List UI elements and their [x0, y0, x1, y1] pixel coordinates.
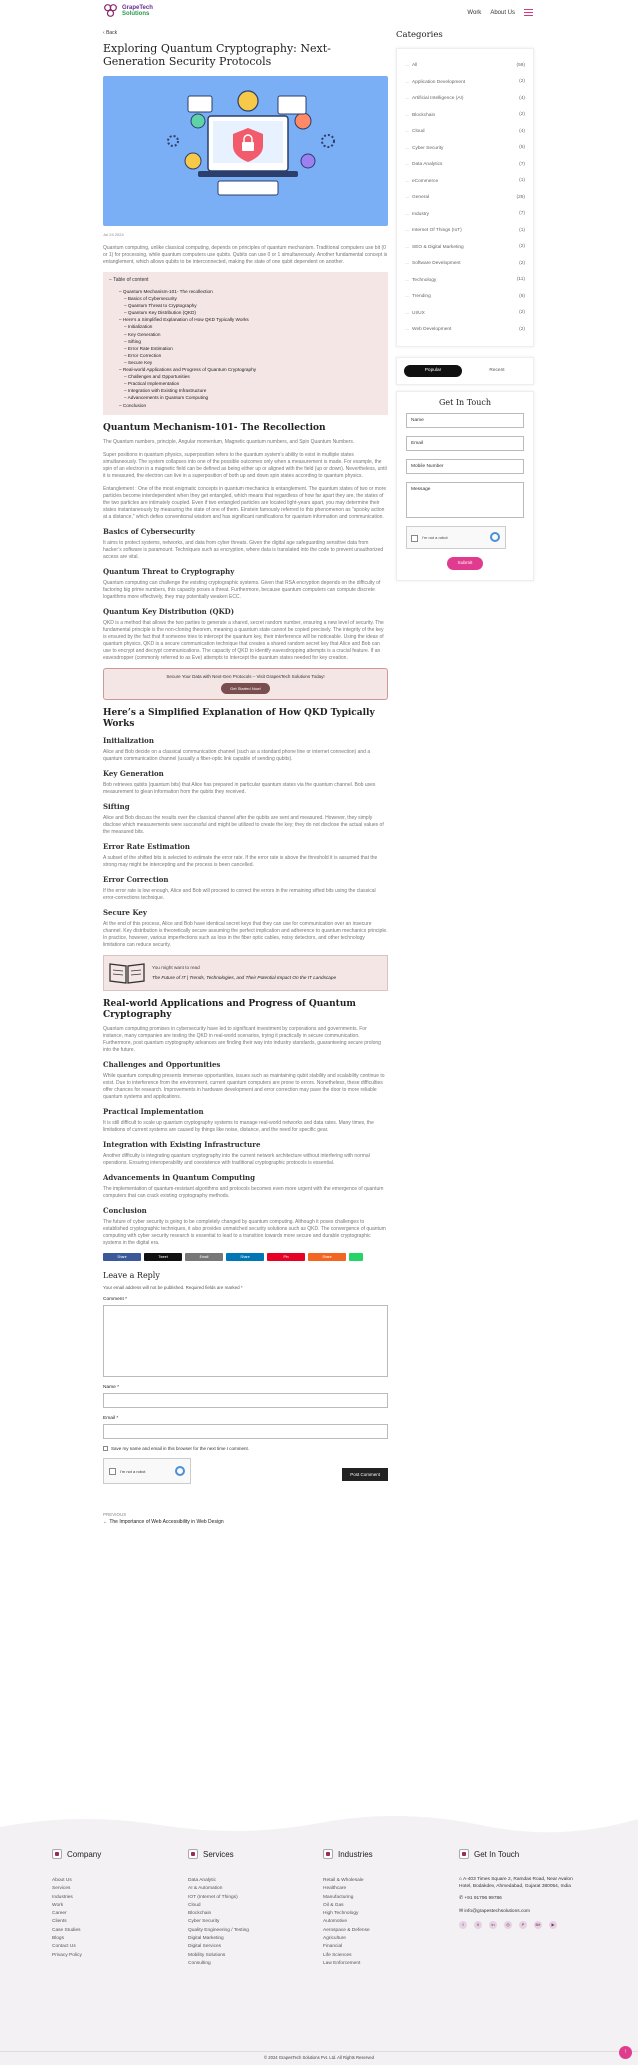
- email-input[interactable]: [103, 1424, 388, 1439]
- get-started-button[interactable]: Get Started Now!: [221, 683, 270, 694]
- subsection-heading: Error Rate Estimation: [103, 841, 190, 851]
- section-heading: Here’s a Simplified Explanation of How QKD Typically Works: [103, 707, 375, 729]
- footer-link[interactable]: Services: [52, 1886, 71, 1892]
- footer-company: [52, 1849, 101, 1960]
- subsection-heading: Advancements in Quantum Computing: [103, 1172, 255, 1182]
- footer-company-title: Company: [67, 1849, 102, 1859]
- services-icon: [188, 1849, 198, 1859]
- submit-button[interactable]: Submit: [447, 557, 483, 570]
- brand-line2: Solutions: [122, 10, 150, 17]
- previous-post-link[interactable]: ← The Importance of Web Accessibility in Web Design: [103, 1518, 224, 1525]
- category-item[interactable]: — UI/UX (2): [405, 305, 525, 322]
- related-post-card[interactable]: [103, 955, 388, 991]
- scroll-to-top-button[interactable]: ↑: [619, 2046, 632, 2059]
- subsection-heading: Basics of Cybersecurity: [103, 526, 195, 536]
- save-info-checkbox[interactable]: Save my name and email in this browser for the next time I comment.: [103, 1446, 388, 1451]
- recaptcha-icon: [175, 1466, 185, 1476]
- toc-item[interactable]: – Integration with Existing Infrastructure: [124, 388, 207, 394]
- site-footer: [0, 1835, 638, 2065]
- industries-icon: [323, 1849, 333, 1859]
- footer-link[interactable]: Industries: [52, 1894, 73, 1900]
- footer-wave: [0, 1807, 638, 1837]
- paragraph: It aims to protect systems, networks, and data from cyber threats. Given the digital age safeguarding sensitive data from hacker’s software is paramount. Techniques such as encryption, where data is translated into the code to prevent unauthorized access are vital.: [103, 539, 384, 560]
- back-link[interactable]: ‹ Back: [103, 30, 118, 36]
- categories-list: [396, 48, 534, 347]
- generic-share-button[interactable]: Share: [308, 1253, 346, 1261]
- facebook-icon[interactable]: f: [459, 1921, 467, 1929]
- name-input[interactable]: [103, 1393, 388, 1408]
- footer-contact-title: Get In Touch: [474, 1849, 520, 1859]
- category-item[interactable]: — Artificial Intelligence (AI) (4): [405, 90, 525, 107]
- paragraph: While quantum computing presents immense opportunities, issues such as maintaining qubit stability and scalability continue to exist. Due to interference from the environment, current quantum computers are prone to errors. Nonetheless, these difficulties offer chances for research. Improvements in hardware development and error correction may pave the door to more reliable quantum systems and applications.: [103, 1072, 385, 1100]
- paragraph: Another difficulty is integrating quantum cryptography into the current network architecture without interfering with normal operations. Ensuring interoperability and coexistence with traditional cryptographic protocols is essential.: [103, 1152, 370, 1166]
- toc-item[interactable]: – Error Rate Estimation: [124, 345, 173, 351]
- category-item[interactable]: — Internet Of Things (IoT) (1): [405, 222, 525, 239]
- toc-item[interactable]: – Secure Key: [124, 359, 153, 365]
- footer-link[interactable]: Aerospace & Defense: [323, 1927, 370, 1933]
- site-logo[interactable]: [103, 3, 153, 18]
- footer-services-title: Services: [203, 1849, 234, 1859]
- recaptcha-widget[interactable]: I'm not a robot: [406, 526, 506, 549]
- tab-recent[interactable]: Recent: [489, 367, 505, 373]
- footer-link[interactable]: Consulting: [188, 1960, 211, 1966]
- nav-work[interactable]: Work: [467, 9, 482, 16]
- pinterest-share-button[interactable]: Pin: [267, 1253, 305, 1261]
- paragraph: The implementation of quantum-resistant algorithms and protocols becomes even more urgent with the emergence of quantum computers that can crack existing cryptography methods.: [103, 1185, 384, 1199]
- footer-link[interactable]: Contact Us: [52, 1944, 76, 1950]
- subsection-heading: Challenges and Opportunities: [103, 1059, 221, 1069]
- social-links: [459, 1921, 584, 1929]
- paragraph: Quantum computing promises in cybersecurity have led to significant investment by corporations and governments. For instance, many companies are testing the QKD in real-world scenarios, trying it practically in secure communication. Furthermore, post quantum cryptography advances are finding their way into industry standards, guaranteeing secure prolong into the future.: [103, 1025, 381, 1053]
- toc-item[interactable]: – Here’s a Simplified Explanation of How QKD Typically Works: [119, 317, 249, 323]
- paragraph: Entanglement : One of the most enigmatic concepts in quantum mechanics is entanglement. The quantum states of two or more particles become interdependent when they get entangled, which means that regardless of how far apart they are, the states of the two particles are intimately coupled. Even if two entangled particles are located light-years apart, you may determine their states instantaneously by measuring the state of one of them. Einstein famously referred to this phenomenon as "spooky action at a distance," which defies conventional wisdom and has significant ramifications for quantum information and communication.: [103, 485, 387, 520]
- x-twitter-icon[interactable]: X: [474, 1921, 482, 1929]
- main-nav: [467, 9, 533, 16]
- cta-text: Secure Your Data with Next-Gen Protocols – Visit GrapesTech Solutions Today!: [166, 673, 325, 679]
- phone-icon: ✆: [459, 1896, 465, 1901]
- toc-item[interactable]: – Basics of Cybersecurity: [124, 296, 177, 302]
- toc-item[interactable]: – Key Generation: [124, 331, 161, 337]
- footer-link[interactable]: Law Enforcement: [323, 1960, 361, 1966]
- toc-item[interactable]: – Practical Implementation: [124, 381, 180, 387]
- category-item[interactable]: — Software Development (2): [405, 255, 525, 272]
- toc-item[interactable]: – Challenges and Opportunities: [124, 374, 190, 380]
- minus-icon: −: [109, 277, 112, 283]
- youtube-icon[interactable]: ▶: [549, 1921, 557, 1929]
- previous-label: PREVIOUS: [103, 1511, 127, 1517]
- share-bar: [103, 1253, 388, 1261]
- category-item[interactable]: — Web Development (2): [405, 321, 525, 338]
- section-heading: Quantum Mechanism-101- The Recollection: [103, 422, 326, 433]
- footer-link[interactable]: Cloud: [188, 1902, 201, 1908]
- footer-link[interactable]: Manufacturing: [323, 1894, 354, 1900]
- footer-link[interactable]: Life Sciences: [323, 1952, 352, 1958]
- subsection-heading: Integration with Existing Infrastructure: [103, 1139, 261, 1149]
- instagram-icon[interactable]: ◎: [504, 1921, 512, 1929]
- message-field[interactable]: Message: [406, 482, 524, 518]
- footer-link[interactable]: Digital Services: [188, 1944, 222, 1950]
- comment-label: Comment *: [103, 1296, 127, 1302]
- contact-widget: [396, 391, 534, 581]
- toc-item[interactable]: – Quantum Mechanism-101- The recollection: [119, 289, 213, 294]
- toc-item[interactable]: – Conclusion: [119, 402, 147, 408]
- section-heading: Real-world Applications and Progress of Quantum Cryptography: [103, 998, 356, 1020]
- mail-icon: ✉: [459, 1908, 465, 1914]
- toc-list: [109, 288, 382, 409]
- subsection-heading: Initialization: [103, 735, 154, 745]
- footer-contact: [459, 1849, 584, 1929]
- footer-link[interactable]: Retail & Wholesale: [323, 1878, 364, 1883]
- footer-link[interactable]: Work: [52, 1902, 64, 1908]
- footer-link[interactable]: Mobility Solutions: [188, 1952, 226, 1958]
- sidebar: [396, 30, 534, 581]
- footer-link[interactable]: Privacy Policy: [52, 1952, 82, 1958]
- paragraph: Super positions in quantum physics, superposition refers to the quantum system’s ability to exist in multiple states simultaneously. The system collapses into one of the possible outcomes only when a measurement is made. For example, the spin of an electron in a magnetic field can be defined as being either up or aligned with the field (up or down). Nevertheless, until it is measured, the electron can live in a superposition of both up and down spin states according to quantum physics.: [103, 451, 387, 479]
- footer-address: ⌂ A-403 Times Square 2, Ramdas Road, Near Avalon Hotel, Bodakdev, Ahmedabad, Gujarat 380054, India: [459, 1877, 573, 1889]
- footer-link[interactable]: Case Studies: [52, 1927, 81, 1933]
- subsection-heading: Error Correction: [103, 874, 169, 884]
- email-field[interactable]: Email: [406, 436, 524, 451]
- subsection-heading: Secure Key: [103, 907, 147, 917]
- toc-toggle[interactable]: − Table of content: [109, 277, 149, 283]
- contact-icon: [459, 1849, 469, 1859]
- footer-services: [188, 1849, 249, 1968]
- category-item[interactable]: — Cyber Security (5): [405, 140, 525, 157]
- category-item[interactable]: — General (25): [405, 189, 525, 206]
- categories-title: Categories: [396, 30, 443, 40]
- toc-item[interactable]: – Quantum Key Distribution (QKD): [124, 310, 196, 316]
- related-link[interactable]: The Future of IT | Trends, Technologies, and Their Potential Impact On the IT Landscape: [152, 975, 337, 981]
- paragraph: Alice and Bob decide on a classical communication channel (such as a standard phone line or internet connection) and a quantum communication channel (usually a fiber-optic link capable of sending qubits).: [103, 748, 371, 762]
- footer-link[interactable]: Agriculture: [323, 1936, 346, 1942]
- open-book-icon: [108, 961, 146, 985]
- paragraph: A subset of the shifted bits is selected to estimate the error rate. If the error rate is above the threshold it is assumed that the strong may might be intercepting and the process is been cancelled.: [103, 854, 378, 868]
- email-share-button[interactable]: Email: [185, 1253, 223, 1261]
- category-item[interactable]: — Application Development (2): [405, 74, 525, 91]
- footer-email[interactable]: ✉ info@grapestechsolutions.com: [459, 1908, 531, 1914]
- paragraph: QKD is a method that allows the two parties to generate a shared, secret random number, ensuring a new level of security. The fundamental principle is the non-cloning theorem, meaning a quantum state cannot be copied precisely. The integrity of the key is ensured by the fact that if someone tries to intercept the quantum key, their interference will be noticeable. Using the ideas of quantum physics, QKD is a secure communication technique that creates a shared random secret key that Alice and Bob can use to encrypt and decrypt communications. The capacity of QKD to identify eavesdropping attempts is a crucial feature. If an eavesdropper (commonly referred to as Eve) attempts to intercept the quantum states needed for key creation.: [103, 619, 384, 661]
- recaptcha-widget[interactable]: I'm not a robot: [103, 1458, 191, 1484]
- category-item[interactable]: — Data Analytics (7): [405, 156, 525, 173]
- footer-phone[interactable]: ✆ +91 91796 99786: [459, 1896, 502, 1901]
- subsection-heading: Quantum Threat to Cryptography: [103, 566, 235, 576]
- subsection-heading: Key Generation: [103, 768, 164, 778]
- pinterest-icon[interactable]: P: [519, 1921, 527, 1929]
- subsection-heading: Practical Implementation: [103, 1106, 204, 1116]
- paragraph: Alice and Bob discuss the results over the classical channel after the qubits are sent and measured. However, they simply disclose which measurements were successful and might be utilized to create the key; they do not disclose the actual values of the measured bits.: [103, 814, 384, 835]
- category-item[interactable]: — Blockchain (2): [405, 107, 525, 124]
- footer-link[interactable]: Financial: [323, 1944, 343, 1950]
- footer-industries-title: Industries: [338, 1849, 373, 1859]
- footer-link[interactable]: Quality Engineering / Testing: [188, 1927, 249, 1933]
- name-field[interactable]: Name: [406, 413, 524, 428]
- linkedin-share-button[interactable]: Share: [226, 1253, 264, 1261]
- toc-item[interactable]: – Sifting: [124, 338, 141, 344]
- post-tabs: [396, 357, 534, 385]
- recaptcha-icon: [490, 532, 500, 542]
- paragraph: The Quantum numbers, principle, Angular momentum, Magnetic quantum numbers, and Spin Quantum Numbers.: [103, 438, 355, 445]
- company-icon: [52, 1849, 62, 1859]
- toc-item[interactable]: – Error Correction: [124, 352, 162, 358]
- facebook-share-button[interactable]: Share: [103, 1253, 141, 1261]
- footer-link[interactable]: Career: [52, 1911, 67, 1917]
- cta-banner: [103, 668, 388, 700]
- category-item[interactable]: — All (59): [405, 57, 525, 74]
- footer-link[interactable]: Oil & Gas: [323, 1902, 344, 1908]
- toc-item[interactable]: – Quantum Threat to Cryptography: [124, 303, 197, 309]
- category-item[interactable]: — Industry (7): [405, 206, 525, 223]
- related-label: You might want to read: [152, 965, 200, 971]
- intro-paragraph: Quantum computing, unlike classical computing, depends on principles of quantum mechanism. Traditional computers use bit (0 or 1) for processing, while quantum computers use qubits. Qubits can use 0 or 1 simultaneously. Another fundamental concept is entanglement, which allows qubits to be interconnected, making the state of one qubit dependent on another.: [103, 245, 388, 265]
- article-column: [103, 30, 388, 1525]
- category-item[interactable]: — eCommerce (1): [405, 173, 525, 190]
- comment-textarea[interactable]: [103, 1305, 388, 1377]
- category-item[interactable]: — Cloud (4): [405, 123, 525, 140]
- contact-widget-title: Get In Touch: [438, 397, 492, 407]
- paragraph: The future of cyber security is going to be completely changed by quantum computing. Although it poses challenges to established cryptographic techniques, it also provides unmatched security solutions such as QKD. The convergence of quantum computing with cyber security research is essential to lead to a transition towards more secure and durable cryptographic systems in the digital era.: [103, 1218, 386, 1246]
- footer-link[interactable]: Cyber Security: [188, 1919, 220, 1925]
- toc-item[interactable]: – Initialization: [124, 324, 153, 330]
- table-of-contents: [103, 272, 388, 415]
- toc-item[interactable]: – Advancements in Quantum Computing: [124, 395, 209, 401]
- comment-form: [103, 1271, 388, 1525]
- paragraph: At the end of this process, Alice and Bob have identical secret keys that they can use for communication over an insecure channel. Key distribution is theoretically secure assuming the perfect implication and adherence to quantum mechanics principle. In practice, however, various imperfections such as loss in the fiber optic cables, noisy detectors, and other technology limitations can reduce security.: [103, 920, 388, 948]
- nav-about[interactable]: About Us: [490, 9, 515, 16]
- grape-logo-icon: [103, 3, 118, 18]
- hero-image: [103, 76, 388, 226]
- footer-industries: [323, 1849, 373, 1968]
- footer-link[interactable]: Blogs: [52, 1936, 64, 1942]
- location-icon: ⌂: [459, 1877, 463, 1882]
- linkedin-icon[interactable]: in: [489, 1921, 497, 1929]
- subsection-heading: Sifting: [103, 801, 130, 811]
- post-comment-button[interactable]: Post Comment: [342, 1468, 388, 1481]
- whatsapp-share-button[interactable]: [349, 1253, 363, 1261]
- brand-line1: GrapeTech: [122, 4, 153, 11]
- tab-popular[interactable]: Popular: [404, 365, 462, 377]
- paragraph: Bob retrieves qubits (quantum bits) that Alice has prepared in particular quantum states via the quantum channel. Bob uses measurement to glean information from the qubits they received.: [103, 781, 376, 795]
- footer-link[interactable]: Blockchain: [188, 1911, 212, 1917]
- paragraph: It is still difficult to scale up quantum cryptography systems to manage real-world networks and data rates. Many times, the limitations of current systems are caused by things like noise, distance, and the need for specific gear.: [103, 1119, 374, 1133]
- reply-note: Your email address will not be published. Required fields are marked *: [103, 1284, 243, 1290]
- category-item[interactable]: — Trending (8): [405, 288, 525, 305]
- menu-icon[interactable]: [524, 9, 533, 16]
- footer-link[interactable]: Clients: [52, 1919, 67, 1925]
- footer-link[interactable]: Healthcare: [323, 1886, 347, 1892]
- footer-link[interactable]: Data Analytic: [188, 1878, 216, 1883]
- post-date: Jul 24 2024: [103, 232, 124, 237]
- subsection-heading: Quantum Key Distribution (QKD): [103, 606, 235, 616]
- copyright: © 2024 GrapesTech Solutions Pvt. Ltd. All Rights Reserved: [0, 2051, 638, 2063]
- cyber-security-illustration: [103, 76, 388, 226]
- footer-link[interactable]: About Us: [52, 1878, 72, 1883]
- name-label: Name *: [103, 1384, 119, 1390]
- mobile-field[interactable]: Mobile Number: [406, 459, 524, 474]
- paragraph: Quantum computing can challenge the existing cryptographic systems. Given that RSA encryption depends on the difficulty of factoring big prime numbers, this capacity poses a threat. Furthermore, because quantum computers can compute discrete logarithms more effectively, they may potentially weaken ECC.: [103, 579, 381, 600]
- category-item[interactable]: — SEO & Digital Marketing (2): [405, 239, 525, 256]
- footer-link[interactable]: IOT (Internet of Things): [188, 1894, 238, 1900]
- toc-item[interactable]: – Real-world Applications and Progress of Quantum Cryptography: [119, 367, 257, 373]
- twitter-share-button[interactable]: Tweet: [144, 1253, 182, 1261]
- footer-link[interactable]: Automotive: [323, 1919, 347, 1925]
- site-header: [0, 0, 638, 26]
- category-item[interactable]: — Technology (11): [405, 272, 525, 289]
- subsection-heading: Conclusion: [103, 1205, 147, 1215]
- behance-icon[interactable]: Bē: [535, 1922, 541, 1927]
- email-label: Email *: [103, 1415, 119, 1421]
- reply-heading: Leave a Reply: [103, 1270, 160, 1280]
- page-title: Exploring Quantum Cryptography: Next-Generation Security Protocols: [103, 42, 331, 68]
- footer-link[interactable]: AI & Automation: [188, 1886, 223, 1892]
- footer-link[interactable]: High Technology: [323, 1911, 359, 1917]
- footer-link[interactable]: Digital Marketing: [188, 1936, 224, 1942]
- paragraph: If the error rate is low enough, Alice and Bob will proceed to correct the errors in the remaining sifted bits using the classical error-corrections technique.: [103, 887, 376, 901]
